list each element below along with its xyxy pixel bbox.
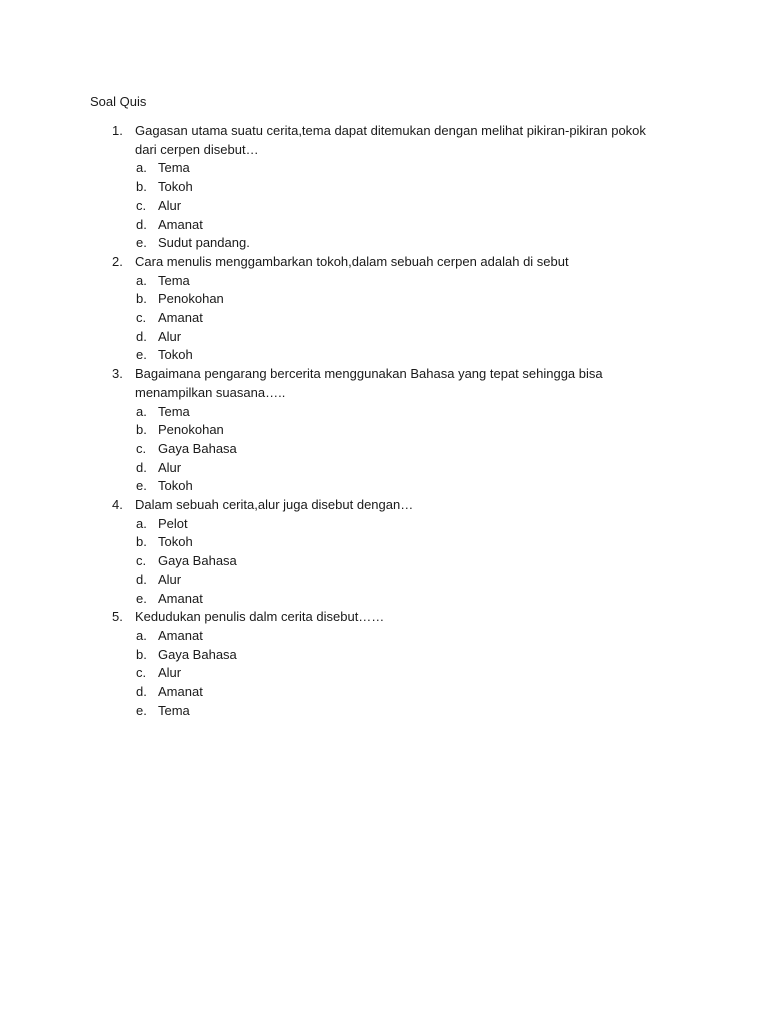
option-list bbox=[135, 403, 670, 497]
document-title: Soal Quis bbox=[90, 94, 147, 109]
question-item bbox=[90, 122, 670, 253]
option-item bbox=[135, 346, 670, 365]
option-letter: d. bbox=[136, 216, 147, 232]
option-text: Gaya Bahasa bbox=[158, 646, 237, 662]
option-letter: d. bbox=[136, 328, 147, 344]
option-item bbox=[135, 178, 670, 197]
option-item bbox=[135, 571, 670, 590]
option-letter: d. bbox=[136, 459, 147, 475]
option-letter: c. bbox=[136, 310, 147, 326]
option-text: Tema bbox=[158, 160, 190, 176]
option-letter: a. bbox=[136, 627, 147, 643]
option-item bbox=[135, 290, 670, 309]
question-item bbox=[90, 365, 670, 496]
option-letter: b. bbox=[136, 291, 147, 307]
option-letter: c. bbox=[136, 665, 147, 681]
question-number: 3. bbox=[112, 366, 123, 382]
option-letter: a. bbox=[136, 515, 147, 531]
question-number: 1. bbox=[112, 123, 123, 138]
question-text: Dalam sebuah cerita,alur juga disebut dengan… bbox=[135, 497, 414, 513]
option-text: Penokohan bbox=[158, 422, 224, 438]
option-list bbox=[135, 627, 670, 721]
option-text: Tokoh bbox=[158, 347, 193, 363]
option-item bbox=[135, 552, 670, 571]
option-item bbox=[135, 515, 670, 534]
option-item bbox=[135, 159, 670, 178]
option-letter: e. bbox=[136, 590, 147, 606]
question-number: 5. bbox=[112, 609, 123, 625]
question-item bbox=[90, 496, 670, 608]
option-text: Tema bbox=[158, 272, 190, 288]
option-item bbox=[135, 702, 670, 721]
question-text: Bagaimana pengarang bercerita menggunakan Bahasa yang tepat sehingga bisa menampilkan suasana….. bbox=[135, 366, 603, 400]
question-text: Cara menulis menggambarkan tokoh,dalam sebuah cerpen adalah di sebut bbox=[135, 253, 569, 269]
option-letter: e. bbox=[136, 478, 147, 494]
option-letter: d. bbox=[136, 684, 147, 700]
option-text: Amanat bbox=[158, 590, 203, 606]
option-letter: e. bbox=[136, 347, 147, 363]
option-text: Tokoh bbox=[158, 534, 193, 550]
option-letter: c. bbox=[136, 553, 147, 569]
option-text: Amanat bbox=[158, 310, 203, 326]
option-text: Amanat bbox=[158, 216, 203, 232]
option-text: Tema bbox=[158, 702, 190, 718]
option-item bbox=[135, 477, 670, 496]
option-text: Tokoh bbox=[158, 179, 193, 195]
option-letter: a. bbox=[136, 160, 147, 176]
option-item bbox=[135, 234, 670, 253]
question-item bbox=[90, 608, 670, 720]
question-text: Kedudukan penulis dalm cerita disebut…… bbox=[135, 609, 385, 625]
option-text: Amanat bbox=[158, 684, 203, 700]
option-item bbox=[135, 272, 670, 291]
option-list bbox=[135, 159, 670, 253]
option-item bbox=[135, 328, 670, 347]
question-number: 2. bbox=[112, 253, 123, 269]
option-item bbox=[135, 627, 670, 646]
option-text: Alur bbox=[158, 459, 182, 475]
option-item bbox=[135, 421, 670, 440]
option-letter: c. bbox=[136, 440, 147, 456]
option-letter: a. bbox=[136, 403, 147, 419]
option-text: Amanat bbox=[158, 627, 203, 643]
option-item bbox=[135, 664, 670, 683]
option-letter: e. bbox=[136, 702, 147, 718]
option-letter: b. bbox=[136, 179, 147, 195]
question-text: Gagasan utama suatu cerita,tema dapat ditemukan dengan melihat pikiran-pikiran pokok dari cerpen disebut… bbox=[135, 123, 646, 157]
option-text: Pelot bbox=[158, 515, 188, 531]
option-list bbox=[135, 272, 670, 366]
option-letter: c. bbox=[136, 197, 147, 213]
option-item bbox=[135, 197, 670, 216]
option-text: Gaya Bahasa bbox=[158, 553, 237, 569]
option-item bbox=[135, 216, 670, 235]
option-text: Alur bbox=[158, 197, 182, 213]
option-text: Alur bbox=[158, 571, 182, 587]
option-item bbox=[135, 590, 670, 609]
question-list bbox=[90, 122, 670, 721]
option-text: Alur bbox=[158, 328, 182, 344]
option-text: Alur bbox=[158, 665, 182, 681]
option-letter: b. bbox=[136, 534, 147, 550]
option-text: Sudut pandang. bbox=[158, 235, 250, 251]
option-letter: d. bbox=[136, 571, 147, 587]
question-item bbox=[90, 253, 670, 365]
option-letter: a. bbox=[136, 272, 147, 288]
option-item bbox=[135, 646, 670, 665]
option-item bbox=[135, 403, 670, 422]
option-text: Tema bbox=[158, 403, 190, 419]
option-item bbox=[135, 683, 670, 702]
option-letter: e. bbox=[136, 235, 147, 251]
option-item bbox=[135, 533, 670, 552]
option-text: Gaya Bahasa bbox=[158, 440, 237, 456]
option-text: Tokoh bbox=[158, 478, 193, 494]
question-number: 4. bbox=[112, 497, 123, 513]
option-letter: b. bbox=[136, 646, 147, 662]
option-item bbox=[135, 459, 670, 478]
option-item bbox=[135, 440, 670, 459]
option-list bbox=[135, 515, 670, 609]
option-text: Penokohan bbox=[158, 291, 224, 307]
option-letter: b. bbox=[136, 422, 147, 438]
option-item bbox=[135, 309, 670, 328]
